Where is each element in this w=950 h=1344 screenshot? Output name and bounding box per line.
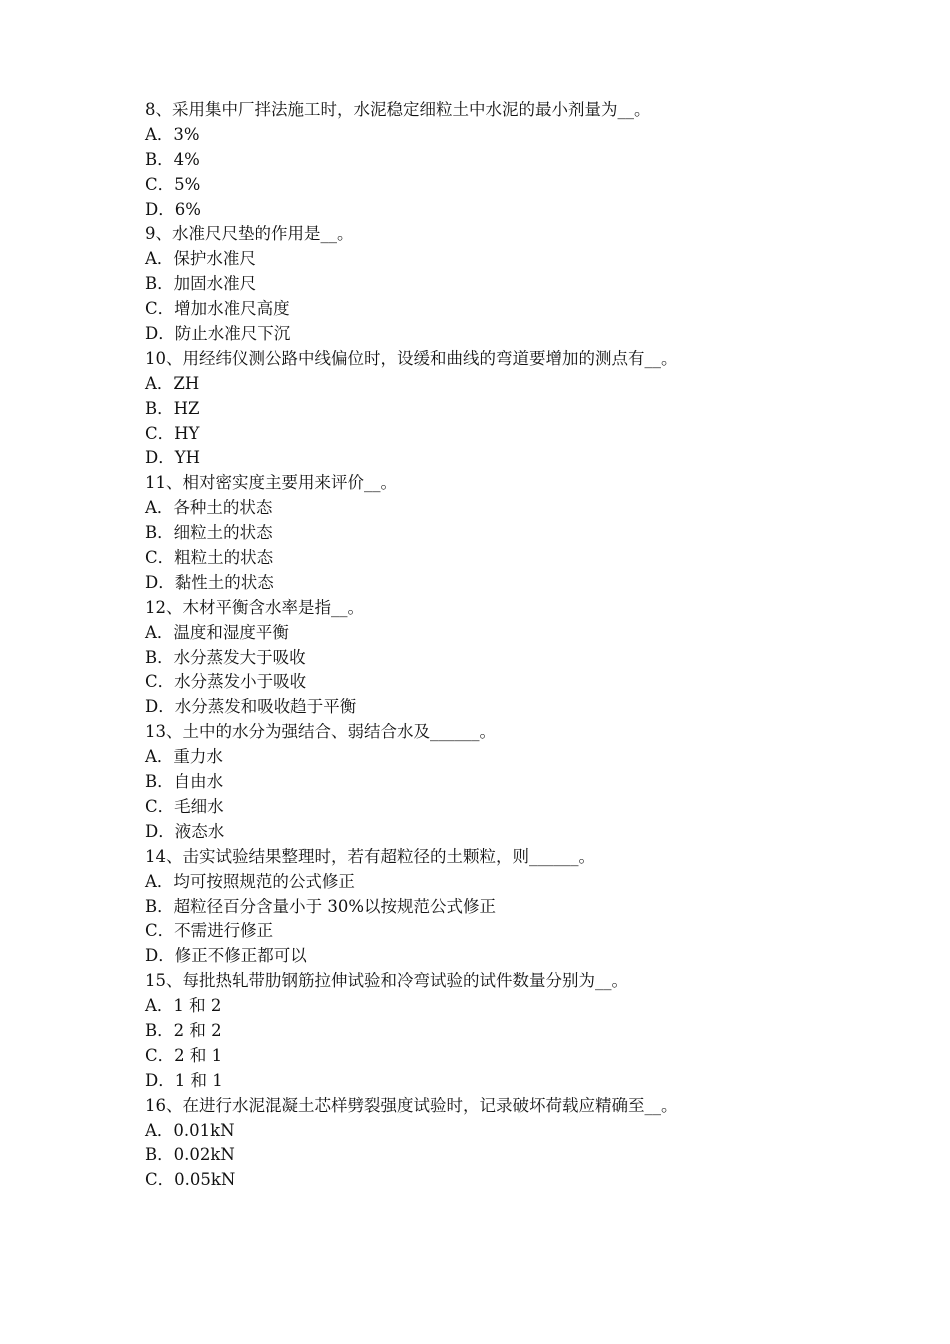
question-stem: 12、木材平衡含水率是指__。 — [145, 597, 364, 617]
question-block — [145, 1094, 845, 1194]
question-block — [145, 720, 845, 844]
question-stem: 10、用经纬仪测公路中线偏位时，设缓和曲线的弯道要增加的测点有__。 — [145, 348, 678, 368]
option-c: C．5% — [145, 174, 201, 194]
option-d: D．修正不修正都可以 — [145, 946, 307, 966]
question-stem: 8、采用集中厂拌法施工时，水泥稳定细粒土中水泥的最小剂量为__。 — [145, 100, 651, 119]
question-block — [145, 347, 845, 471]
question-block — [145, 471, 845, 595]
option-c: C．不需进行修正 — [145, 921, 274, 941]
question-block — [145, 596, 845, 720]
option-d: D．液态水 — [145, 821, 225, 841]
option-b: B．加固水准尺 — [145, 274, 257, 294]
option-a: A．1 和 2 — [145, 996, 222, 1016]
question-block — [145, 222, 845, 346]
option-d: D．6% — [145, 199, 201, 219]
option-c: C．HY — [145, 423, 200, 443]
option-c: C．水分蒸发小于吸收 — [145, 672, 307, 692]
option-b: B．水分蒸发大于吸收 — [145, 647, 306, 667]
question-stem: 9、水准尺尺垫的作用是__。 — [145, 224, 354, 244]
question-list — [145, 98, 845, 1193]
option-d: D．黏性土的状态 — [145, 572, 274, 592]
option-c: C．毛细水 — [145, 796, 224, 816]
option-b: B．超粒径百分含量小于 30%以按规范公式修正 — [145, 896, 497, 916]
option-a: A．各种土的状态 — [145, 498, 273, 518]
option-a: A．温度和湿度平衡 — [145, 622, 289, 642]
question-block — [145, 845, 845, 969]
question-stem: 13、土中的水分为强结合、弱结合水及______。 — [145, 722, 496, 742]
option-d: D．水分蒸发和吸收趋于平衡 — [145, 697, 357, 717]
option-d: D．1 和 1 — [145, 1070, 223, 1090]
option-d: D．YH — [145, 448, 201, 468]
option-b: B．自由水 — [145, 772, 224, 792]
option-b: B．2 和 2 — [145, 1020, 222, 1040]
option-c: C．粗粒土的状态 — [145, 548, 274, 568]
question-stem: 14、击实试验结果整理时，若有超粒径的土颗粒，则______。 — [145, 846, 595, 866]
option-c: C．增加水准尺高度 — [145, 299, 290, 319]
option-d: D．防止水准尺下沉 — [145, 324, 291, 344]
option-b: B．HZ — [145, 398, 200, 418]
option-a: A．保护水准尺 — [145, 249, 256, 269]
option-c: C．0.05kN — [145, 1170, 236, 1190]
option-b: B．4% — [145, 149, 200, 169]
question-stem: 11、相对密实度主要用来评价__。 — [145, 473, 397, 493]
question-stem: 16、在进行水泥混凝土芯样劈裂强度试验时，记录破坏荷载应精确至__。 — [145, 1095, 678, 1115]
option-a: A．均可按照规范的公式修正 — [145, 871, 355, 891]
option-a: A．3% — [145, 124, 200, 144]
option-b: B．细粒土的状态 — [145, 523, 273, 543]
option-a: A．ZH — [145, 373, 200, 393]
option-c: C．2 和 1 — [145, 1045, 223, 1065]
option-a: A．0.01kN — [145, 1120, 235, 1140]
question-block — [145, 969, 845, 1093]
option-a: A．重力水 — [145, 747, 223, 767]
question-stem: 15、每批热轧带肋钢筋拉伸试验和冷弯试验的试件数量分别为__。 — [145, 971, 628, 991]
option-b: B．0.02kN — [145, 1145, 235, 1165]
question-block — [145, 98, 845, 222]
